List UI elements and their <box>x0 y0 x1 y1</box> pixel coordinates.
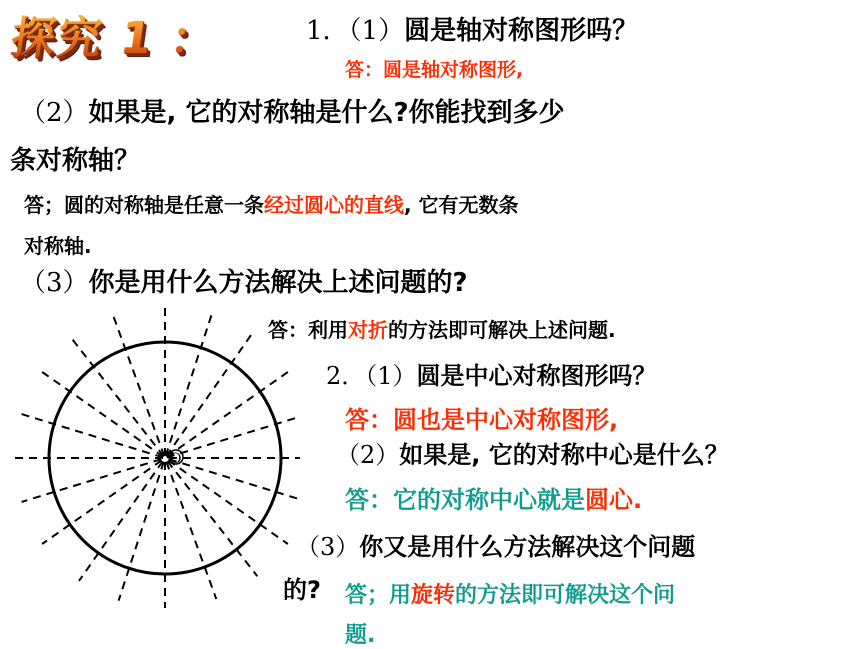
answer-1-3 <box>268 314 616 343</box>
question-2-3 <box>296 527 695 562</box>
answer-2-3-cont: 题. <box>345 623 376 648</box>
answer-highlight: 圆心. <box>585 486 643 514</box>
answer-2-1: 答：圆也是中心对称图形, <box>345 406 619 434</box>
question-text: 如果是, 它的对称轴是什么?你能找到多少 <box>88 98 565 128</box>
question-1-2 <box>20 92 565 129</box>
question-number: 1．（1） <box>306 16 405 46</box>
question-number: （2） <box>20 98 89 128</box>
question-number: （2） <box>336 441 400 469</box>
question-number: （3） <box>296 533 360 561</box>
question-1-2-cont: 条对称轴？ <box>10 146 141 176</box>
question-2-3-cont: 的? <box>283 576 321 604</box>
answer-text: 答；圆的对称轴是任意一条 <box>24 193 264 217</box>
answer-highlight: 旋转 <box>411 583 456 608</box>
question-text: 圆是轴对称图形吗？ <box>404 16 639 46</box>
answer-text: 答：利用 <box>268 318 348 342</box>
question-text: 圆是中心对称图形吗？ <box>416 362 657 390</box>
answer-text-2: , 它有无数条 <box>404 193 519 217</box>
answer-text: 答；用 <box>345 583 412 608</box>
question-text: 你是用什么方法解决上述问题的? <box>88 268 468 298</box>
question-1-1 <box>306 10 638 47</box>
question-text: 如果是, 它的对称中心是什么？ <box>399 441 729 469</box>
answer-text-2: 的方法即可解决上述问题. <box>388 318 616 342</box>
question-2-2 <box>336 435 729 470</box>
question-number: 2．（1） <box>326 362 417 390</box>
center-label: O <box>170 451 182 467</box>
answer-text: 答：它的对称中心就是 <box>345 486 585 514</box>
answer-1-1: 答：圆是轴对称图形, <box>345 59 524 81</box>
question-1-3 <box>20 262 468 299</box>
circle-symmetry-diagram <box>0 300 300 620</box>
answer-1-2-cont: 对称轴. <box>24 234 92 258</box>
answer-1-2 <box>24 189 519 218</box>
answer-text-2: 的方法即可解决这个问 <box>455 583 676 608</box>
answer-2-2 <box>345 480 642 515</box>
question-number: （3） <box>20 268 89 298</box>
answer-highlight: 经过圆心的直线 <box>264 193 404 217</box>
section-title: 探究 1 ： <box>8 2 222 66</box>
question-text: 你又是用什么方法解决这个问题 <box>359 533 696 561</box>
answer-2-3 <box>345 578 675 609</box>
answer-highlight: 对折 <box>348 318 388 342</box>
question-2-1 <box>326 356 657 391</box>
